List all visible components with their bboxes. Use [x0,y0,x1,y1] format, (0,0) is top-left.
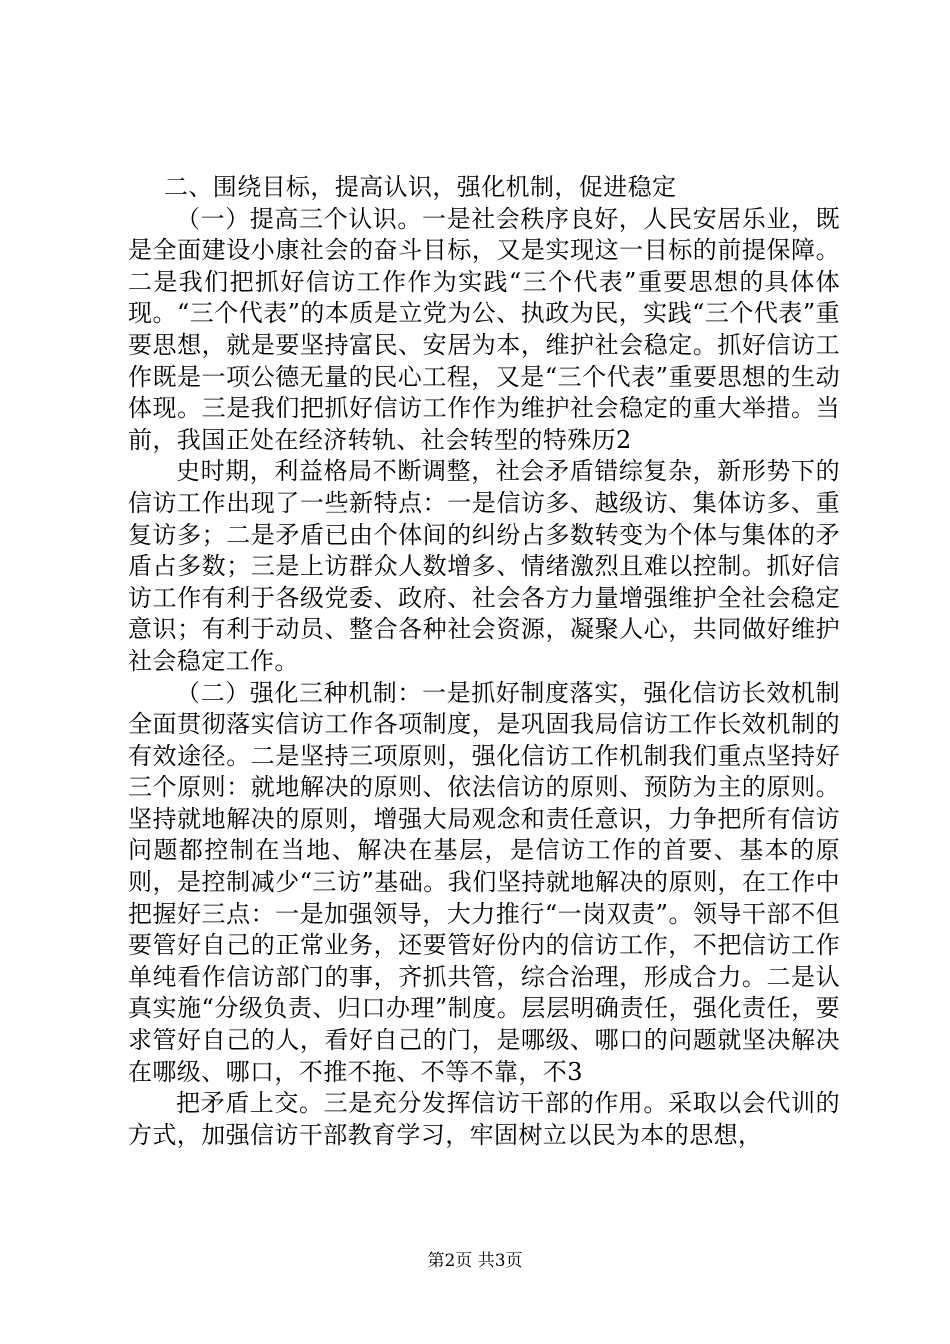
paragraph-cadres: 把矛盾上交。三是充分发挥信访干部的作用。采取以会代训的方式，加强信访干部教育学习，牢固树立以民为本的思想， [128,1089,840,1149]
document-body [128,172,840,1151]
section-heading: 二、围绕目标，提高认识，强化机制，促进稳定 [164,173,677,201]
page-footer: 第2页 共3页 [427,1251,523,1271]
paragraph-awareness: （一）提高三个认识。一是社会秩序良好，人民安居乐业，既是全面建设小康社会的奋斗目标，又是实现这一目标的前提保障。二是我们把抓好信访工作作为实践“三个代表”重要思想的具体体现。“三个代表”的本质是立党为公、执政为民，实践“三个代表”重要思想，就是要坚持富民、安居为本，维护社会稳定。抓好信访工作既是一项公德无量的民心工程，又是“三个代表”重要思想的生动体现。三是我们把抓好信访工作作为维护社会稳定的重大举措。当前，我国正处在经济转轨、社会转型的特殊历2 [128,204,840,454]
paragraph-mechanisms: （二）强化三种机制：一是抓好制度落实，强化信访长效机制全面贯彻落实信访工作各项制度，是巩固我局信访工作长效机制的有效途径。二是坚持三项原则，强化信访工作机制我们重点坚持好三个原则：就地解决的原则、依法信访的原则、预防为主的原则。坚持就地解决的原则，增强大局观念和责任意识，力争把所有信访问题都控制在当地、解决在基层，是信访工作的首要、基本的原则，是控制减少“三访”基础。我们坚持就地解决的原则，在工作中把握好三点：一是加强领导，大力推行“一岗双责”。领导干部不但要管好自己的正常业务，还要管好份内的信访工作，不把信访工作单纯看作信访部门的事，齐抓共管，综合治理，形成合力。二是认真实施“分级负责、归口办理”制度。层层明确责任，强化责任，要求管好自己的人，看好自己的门，是哪级、哪口的问题就坚决解决在哪级、哪口，不推不拖、不等不靠，不3 [128,678,840,1086]
paragraph-new-situation: 史时期，利益格局不断调整，社会矛盾错综复杂，新形势下的信访工作出现了一些新特点：一是信访多、越级访、集体访多、重复访多；二是矛盾已由个体间的纠纷占多数转变为个体与集体的矛盾占多数；三是上访群众人数增多、情绪激烈且难以控制。抓好信访工作有利于各级党委、政府、社会各方力量增强维护全社会稳定意识；有利于动员、整合各种社会资源，凝聚人心，共同做好维护社会稳定工作。 [128,457,840,675]
